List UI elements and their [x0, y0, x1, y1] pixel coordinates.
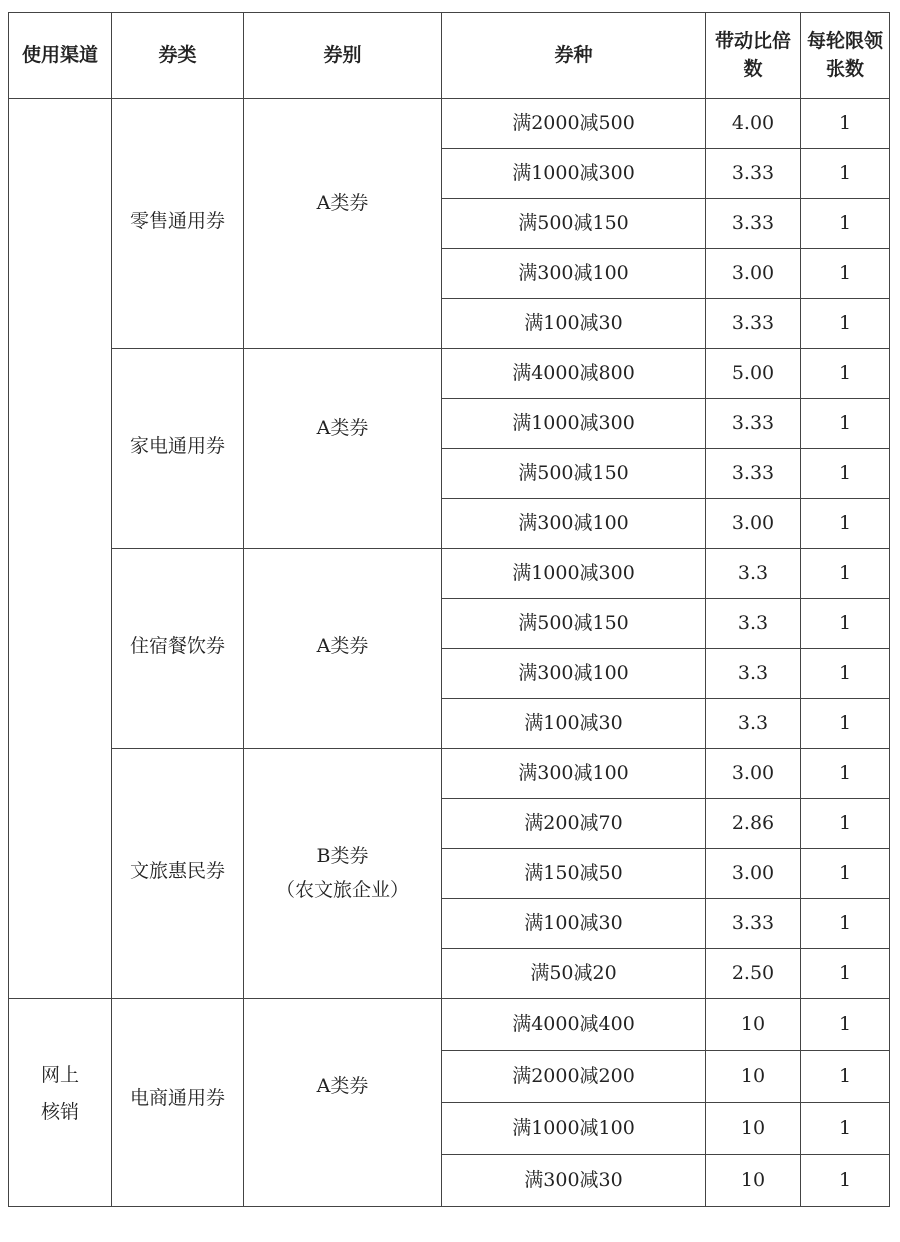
header-type: 券种	[442, 13, 706, 99]
multiplier-cell: 10	[706, 1051, 801, 1103]
limit-cell: 1	[801, 949, 890, 999]
type-cell: 满300减100	[442, 249, 706, 299]
type-cell: 满300减100	[442, 499, 706, 549]
limit-cell: 1	[801, 299, 890, 349]
limit-cell: 1	[801, 1051, 890, 1103]
multiplier-cell: 10	[706, 1103, 801, 1155]
type-cell: 满300减100	[442, 749, 706, 799]
channel-cell	[9, 999, 112, 1207]
limit-cell: 1	[801, 399, 890, 449]
category-cell	[112, 99, 244, 349]
kind-label: A类券	[316, 1074, 369, 1097]
limit-cell: 1	[801, 599, 890, 649]
multiplier-cell: 3.00	[706, 849, 801, 899]
limit-cell: 1	[801, 649, 890, 699]
kind-label: A类券	[316, 191, 369, 214]
category-label: 住宿餐饮券	[129, 634, 225, 657]
type-cell: 满100减30	[442, 299, 706, 349]
kind-cell	[244, 349, 442, 549]
kind-cell	[244, 749, 442, 999]
multiplier-cell: 3.33	[706, 149, 801, 199]
multiplier-cell: 3.3	[706, 549, 801, 599]
limit-cell: 1	[801, 899, 890, 949]
kind-sublabel: （农文旅企业）	[275, 878, 409, 901]
multiplier-cell: 5.00	[706, 349, 801, 399]
header-category: 券类	[112, 13, 244, 99]
channel-cell-empty	[9, 99, 112, 999]
type-cell: 满1000减300	[442, 549, 706, 599]
multiplier-cell: 3.00	[706, 749, 801, 799]
table-row	[9, 549, 890, 599]
multiplier-cell: 3.33	[706, 199, 801, 249]
limit-cell: 1	[801, 999, 890, 1051]
table-row	[9, 999, 890, 1051]
type-cell: 满500减150	[442, 449, 706, 499]
kind-label: B类券	[316, 844, 369, 867]
multiplier-cell: 2.86	[706, 799, 801, 849]
type-cell: 满1000减300	[442, 399, 706, 449]
category-cell	[112, 549, 244, 749]
limit-cell: 1	[801, 799, 890, 849]
type-cell: 满1000减300	[442, 149, 706, 199]
type-cell: 满150减50	[442, 849, 706, 899]
limit-cell: 1	[801, 499, 890, 549]
multiplier-cell: 3.3	[706, 599, 801, 649]
type-cell: 满100减30	[442, 899, 706, 949]
limit-cell: 1	[801, 699, 890, 749]
limit-cell: 1	[801, 1155, 890, 1207]
type-cell: 满4000减800	[442, 349, 706, 399]
kind-label: A类券	[316, 416, 369, 439]
limit-cell: 1	[801, 849, 890, 899]
type-cell: 满1000减100	[442, 1103, 706, 1155]
type-cell: 满2000减500	[442, 99, 706, 149]
multiplier-cell: 2.50	[706, 949, 801, 999]
multiplier-cell: 3.3	[706, 649, 801, 699]
kind-cell	[244, 549, 442, 749]
limit-cell: 1	[801, 99, 890, 149]
type-cell: 满4000减400	[442, 999, 706, 1051]
multiplier-cell: 3.33	[706, 299, 801, 349]
kind-cell	[244, 999, 442, 1207]
header-channel: 使用渠道	[9, 13, 112, 99]
limit-cell: 1	[801, 1103, 890, 1155]
multiplier-cell: 3.00	[706, 499, 801, 549]
category-cell	[112, 749, 244, 999]
header-multiplier: 带动比倍数	[706, 13, 801, 99]
table-body	[9, 99, 890, 1207]
type-cell: 满200减70	[442, 799, 706, 849]
channel-label: 网上核销	[40, 1064, 79, 1123]
multiplier-cell: 4.00	[706, 99, 801, 149]
limit-cell: 1	[801, 449, 890, 499]
header-limit: 每轮限领张数	[801, 13, 890, 99]
kind-label: A类券	[316, 634, 369, 657]
type-cell: 满500减150	[442, 199, 706, 249]
multiplier-cell: 3.33	[706, 449, 801, 499]
type-cell: 满300减30	[442, 1155, 706, 1207]
limit-cell: 1	[801, 349, 890, 399]
type-cell: 满300减100	[442, 649, 706, 699]
category-label: 家电通用券	[129, 434, 225, 457]
multiplier-cell: 10	[706, 999, 801, 1051]
limit-cell: 1	[801, 149, 890, 199]
limit-cell: 1	[801, 549, 890, 599]
category-label: 文旅惠民券	[129, 859, 225, 882]
type-cell: 满100减30	[442, 699, 706, 749]
type-cell: 满2000减200	[442, 1051, 706, 1103]
limit-cell: 1	[801, 199, 890, 249]
header-kind: 券别	[244, 13, 442, 99]
multiplier-cell: 10	[706, 1155, 801, 1207]
header-row	[9, 13, 890, 99]
multiplier-cell: 3.33	[706, 899, 801, 949]
category-cell	[112, 999, 244, 1207]
table-row	[9, 349, 890, 399]
multiplier-cell: 3.00	[706, 249, 801, 299]
category-cell	[112, 349, 244, 549]
multiplier-cell: 3.3	[706, 699, 801, 749]
type-cell: 满50减20	[442, 949, 706, 999]
limit-cell: 1	[801, 249, 890, 299]
category-label: 零售通用券	[129, 209, 225, 232]
limit-cell: 1	[801, 749, 890, 799]
table-row	[9, 99, 890, 149]
coupon-table	[8, 12, 890, 1207]
kind-cell	[244, 99, 442, 349]
table-row	[9, 749, 890, 799]
multiplier-cell: 3.33	[706, 399, 801, 449]
type-cell: 满500减150	[442, 599, 706, 649]
category-label: 电商通用券	[129, 1086, 225, 1109]
